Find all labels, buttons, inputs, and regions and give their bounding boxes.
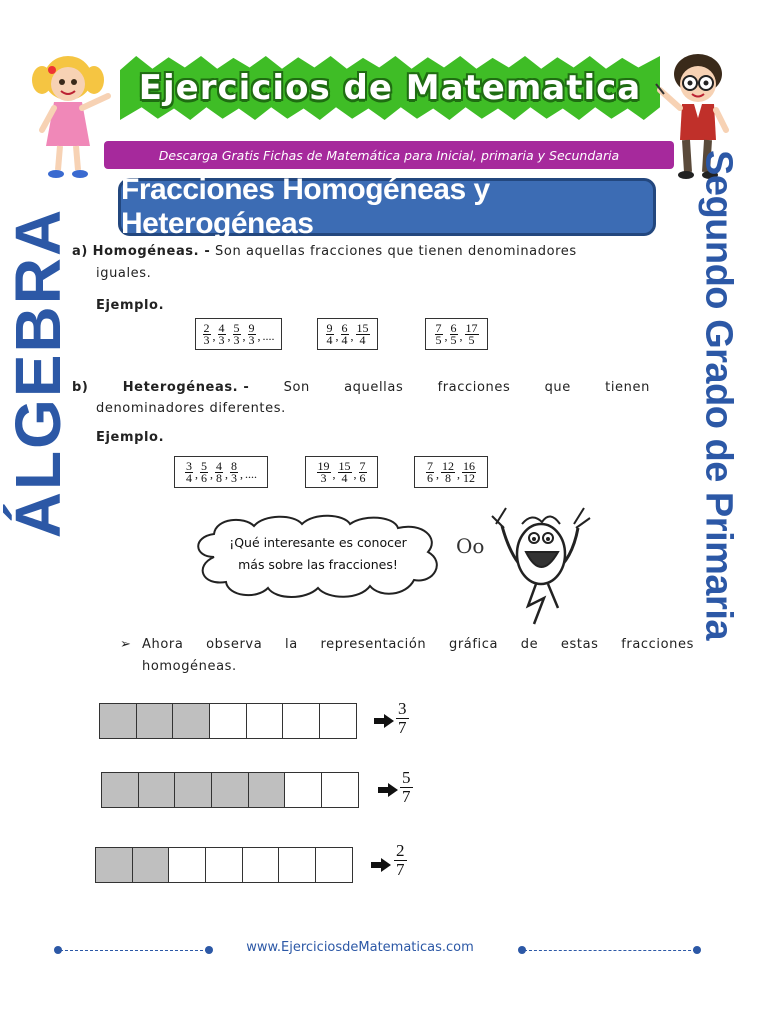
bar-cell-filled [101, 772, 139, 808]
bar-cell-filled [172, 703, 210, 739]
girl-illustration [30, 50, 125, 185]
bar-cell-filled [99, 703, 137, 739]
section-a-definition: Son aquellas fracciones que tienen denominadores [215, 244, 577, 259]
bar-cell-filled [138, 772, 176, 808]
bar-cell-empty [209, 703, 247, 739]
fraction [326, 320, 334, 347]
arrow-right-icon [378, 783, 398, 797]
fraction-result [400, 769, 413, 806]
side-label-left-text: ÁLGEBRA [2, 207, 74, 539]
fraction-separator: , [459, 329, 463, 343]
bar-cell-empty [321, 772, 359, 808]
subtitle-bar: Descarga Gratis Fichas de Matemática para Inicial, primaria y Secundaria [104, 141, 674, 169]
fraction-denominator: 7 [402, 787, 411, 806]
fraction [338, 458, 352, 485]
fraction-separator: , [212, 329, 216, 343]
fraction-separator: , [332, 467, 336, 481]
fraction-denominator: 4 [341, 470, 348, 485]
fraction-denominator: 7 [396, 860, 405, 879]
fraction-group [425, 318, 488, 350]
fraction-separator: , [227, 329, 231, 343]
bar-cell-empty [278, 847, 316, 883]
fraction-bar [100, 703, 357, 739]
section-b-word: Son [283, 380, 310, 395]
fraction [230, 458, 238, 485]
section-b-word: que [544, 380, 571, 395]
fraction-numerator: 7 [359, 458, 366, 473]
fraction-denominator: 3 [248, 332, 255, 347]
fraction [356, 320, 370, 347]
fraction-numerator: 6 [341, 320, 348, 335]
bar-cell-empty [168, 847, 206, 883]
topic-title: Fracciones Homogéneas y Heterogéneas [118, 178, 656, 236]
section-a-marker: a) [72, 244, 88, 259]
fraction-numerator: 17 [465, 320, 478, 335]
fraction-denominator: 5 [435, 332, 442, 347]
arrow-right-icon [371, 858, 391, 872]
fraction-separator: , [457, 467, 460, 481]
fraction-denominator: 5 [450, 332, 457, 347]
fraction-separator: , [210, 467, 213, 481]
footer-url[interactable]: www.EjerciciosdeMatematicas.com [246, 940, 474, 955]
bar-cell-empty [282, 703, 320, 739]
fraction-denominator: 4 [341, 332, 348, 347]
bar-cell-empty [315, 847, 353, 883]
fraction-denominator: 7 [398, 718, 407, 737]
fraction [317, 458, 331, 485]
fraction-result [394, 842, 407, 879]
fraction-bar [96, 847, 353, 883]
section-a-definition-cont: iguales. [96, 266, 152, 281]
bar-cell-filled [95, 847, 133, 883]
fraction-separator: , [335, 329, 339, 343]
fraction-separator: , [436, 467, 439, 481]
fraction-group [195, 318, 282, 350]
bar-cell-empty [246, 703, 284, 739]
fraction-denominator: 6 [201, 470, 207, 485]
section-b-marker: b) [72, 380, 89, 395]
fraction-denominator: 6 [427, 470, 433, 485]
fraction-group [317, 318, 378, 350]
fraction-numerator: 4 [216, 458, 222, 473]
fraction-numerator: 9 [326, 320, 333, 335]
fraction-denominator: 3 [218, 332, 225, 347]
fraction-ellipsis: .... [262, 329, 275, 343]
instruction-word: Ahora [142, 637, 184, 652]
fraction-separator: , [444, 329, 448, 343]
fraction-numerator: 7 [427, 458, 433, 473]
fraction-numerator: 12 [442, 458, 454, 473]
section-b-definition-cont: denominadores diferentes. [96, 401, 286, 416]
fraction [203, 320, 211, 347]
fraction [450, 320, 458, 347]
instruction-line-2: homogéneas. [142, 659, 237, 674]
section-b-word: tienen [605, 380, 650, 395]
fraction [359, 458, 367, 485]
fraction-denominator: 4 [186, 470, 192, 485]
section-a-term: Homogéneas. - [92, 244, 211, 259]
side-label-left [2, 207, 74, 539]
bar-cell-filled [174, 772, 212, 808]
bar-cell-filled [132, 847, 170, 883]
section-b-word: aquellas [344, 380, 404, 395]
fraction-separator: , [240, 467, 243, 481]
fraction-bar [102, 772, 359, 808]
bar-cell-filled [211, 772, 249, 808]
fraction [248, 320, 256, 347]
fraction-numerator: 3 [398, 699, 407, 718]
cartoon-character-icon [488, 502, 593, 630]
fraction [218, 320, 226, 347]
fraction-group [305, 456, 378, 488]
instruction-word: de [520, 637, 539, 652]
footer-line-left [60, 950, 208, 951]
fraction-numerator: 6 [450, 320, 457, 335]
fraction-separator: , [257, 329, 261, 343]
fraction-numerator: 19 [317, 458, 330, 473]
fraction-denominator: 6 [359, 470, 366, 485]
section-b-example-label: Ejemplo. [96, 430, 165, 445]
fraction-ellipsis: .... [245, 467, 257, 481]
fraction [441, 458, 455, 485]
instruction-word: la [285, 637, 298, 652]
fraction-denominator: 4 [326, 332, 333, 347]
fraction [426, 458, 434, 485]
fraction-separator: , [225, 467, 228, 481]
thought-bubbles: Oo [456, 534, 485, 558]
fraction-group [174, 456, 268, 488]
fraction [200, 458, 208, 485]
fraction-numerator: 2 [203, 320, 210, 335]
fraction-numerator: 5 [233, 320, 240, 335]
fraction-numerator: 9 [248, 320, 255, 335]
bar-cell-filled [136, 703, 174, 739]
fraction [435, 320, 443, 347]
arrow-right-icon [374, 714, 394, 728]
fraction-numerator: 5 [201, 458, 207, 473]
fraction-group [414, 456, 488, 488]
section-b-heading [72, 380, 650, 395]
bar-cell-empty [205, 847, 243, 883]
fraction-denominator: 5 [468, 332, 475, 347]
section-a-heading [72, 244, 577, 259]
fraction-numerator: 2 [396, 841, 405, 860]
fraction-denominator: 3 [233, 332, 240, 347]
speech-line-2: más sobre las fracciones! [238, 557, 398, 572]
fraction-denominator: 8 [216, 470, 222, 485]
bar-cell-filled [248, 772, 286, 808]
instruction-word: gráfica [448, 637, 499, 652]
fraction [341, 320, 349, 347]
fraction [215, 458, 223, 485]
section-a-example-label: Ejemplo. [96, 298, 165, 313]
side-label-right-text: Segundo Grado de Primaria [697, 149, 740, 641]
fraction-separator: , [242, 329, 246, 343]
section-b-term: Heterogéneas. - [122, 380, 250, 395]
fraction-separator: , [353, 467, 357, 481]
fraction [233, 320, 241, 347]
footer-dot [693, 946, 701, 954]
fraction [462, 458, 476, 485]
instruction-word: fracciones [621, 637, 694, 652]
fraction-result [396, 700, 409, 737]
footer-line-right [524, 950, 696, 951]
fraction-numerator: 3 [186, 458, 192, 473]
fraction-numerator: 15 [338, 458, 351, 473]
instruction-bullet: ➢ [120, 637, 132, 652]
fraction-numerator: 16 [463, 458, 475, 473]
section-b-word: fracciones [437, 380, 511, 395]
bar-cell-empty [319, 703, 357, 739]
fraction-denominator: 3 [231, 470, 237, 485]
side-label-right [688, 149, 748, 641]
instruction-word: estas [560, 637, 599, 652]
speech-line-1: ¡Qué interesante es conocer [229, 535, 407, 550]
instruction-word: observa [206, 637, 263, 652]
instruction-word: representación [320, 637, 427, 652]
fraction-separator: , [350, 329, 354, 343]
bar-cell-empty [242, 847, 280, 883]
fraction-denominator: 12 [463, 470, 475, 485]
fraction-numerator: 4 [218, 320, 225, 335]
fraction [185, 458, 193, 485]
instruction-line-1 [142, 637, 694, 652]
fraction-numerator: 15 [356, 320, 369, 335]
speech-text [208, 532, 428, 576]
fraction-numerator: 8 [231, 458, 237, 473]
fraction-denominator: 8 [445, 470, 451, 485]
fraction-denominator: 3 [203, 332, 210, 347]
fraction [465, 320, 479, 347]
fraction-separator: , [195, 467, 198, 481]
fraction-denominator: 3 [320, 470, 327, 485]
bar-cell-empty [284, 772, 322, 808]
fraction-numerator: 5 [402, 768, 411, 787]
site-title: Ejercicios de Matematica [138, 68, 642, 108]
fraction-denominator: 4 [359, 332, 366, 347]
fraction-numerator: 7 [435, 320, 442, 335]
